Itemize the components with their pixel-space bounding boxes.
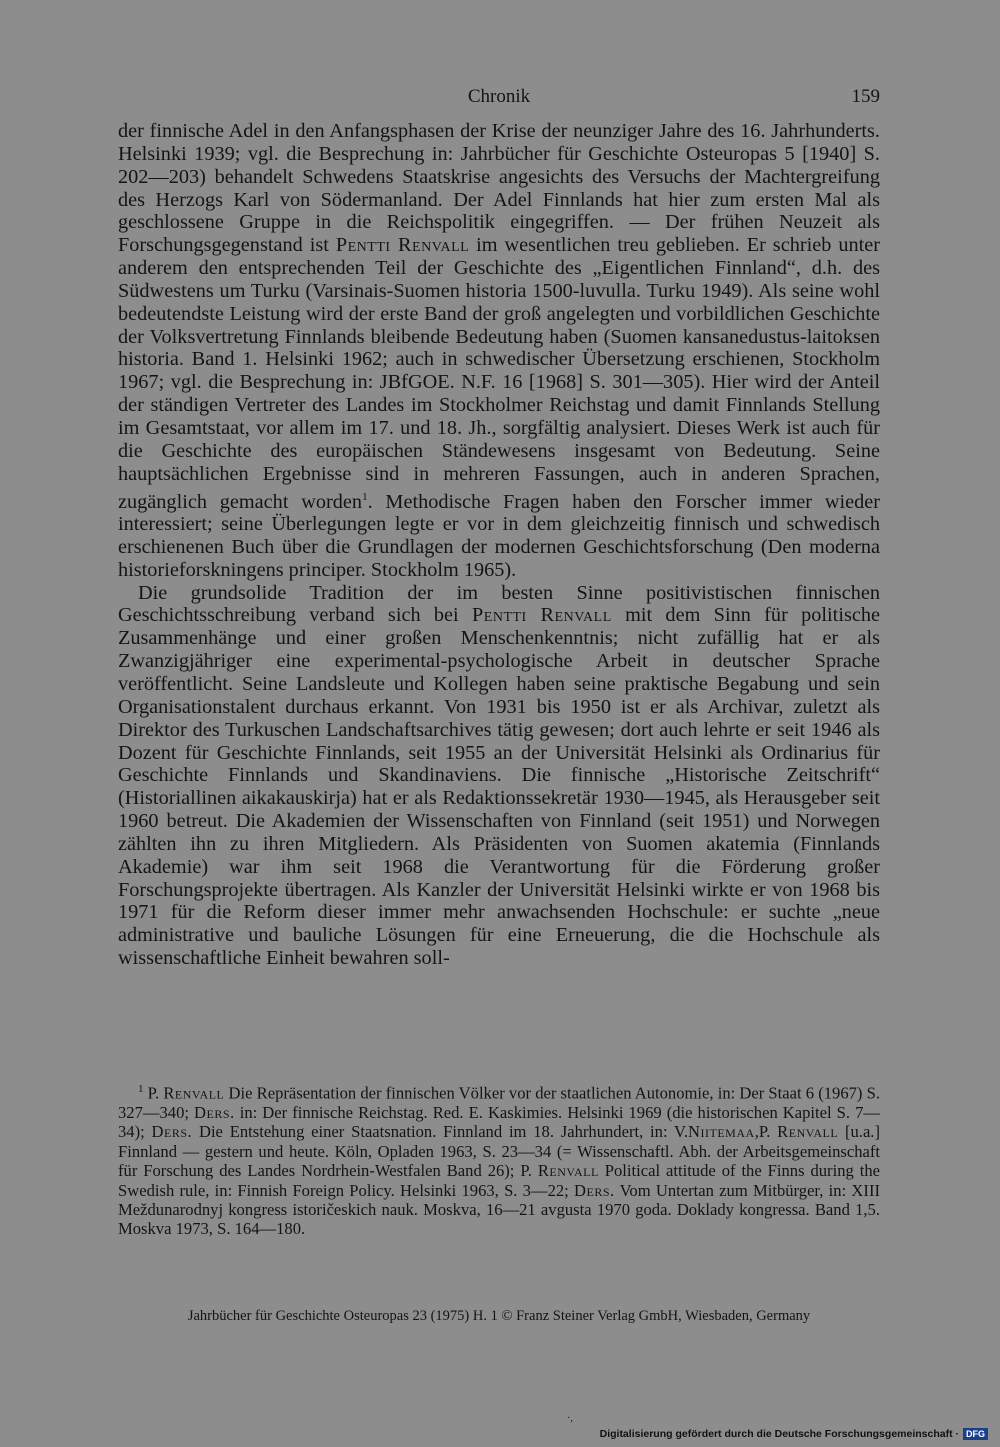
footnote-number: 1 [138, 1083, 144, 1095]
page-number: 159 [851, 86, 880, 107]
running-title: Chronik [467, 86, 531, 107]
author-name: Renvall [537, 1161, 599, 1181]
paragraph-1 [118, 120, 880, 582]
author-name: Pentti Renvall [335, 234, 470, 257]
text-run: Vom Untertan zum Mitbürger, in: XIII Meždunarodnyj kongress istoričeskich nauk. Moskva, 16—21 avgusta 1970 goda. Doklady kongressa. Band 1,5. Moskva 1973, S. 164—180. [118, 1180, 880, 1239]
ders-abbrev: Ders. [574, 1180, 615, 1200]
body-text [118, 120, 880, 970]
footnote-1 [118, 1080, 880, 1239]
text-run: im wesentlichen treu geblieben. Er schrieb unter anderem den entsprechenden Teil der Geschichte des „Eigentlichen Finnland“, d.h. des Südwestens um Turku (Varsinais-Suomen historia 1500-luvulla. Turku 1949). Als seine wohl bedeutendste Leistung wird der erste Band der groß angelegten und vorbildlichen Geschichte der Volksvertretung Finnlands bleibende Bedeutung haben (Suomen kansanedustus-laitoksen historia. Band 1. Helsinki 1962; auch in schwedischer Übersetzung erschienen, Stockholm 1967; vgl. die Besprechung in: JBfGOE. N.F. 16 [1968] S. 301—305). Hier wird der Anteil der ständigen Vertreter des Landes im Stockholmer Reichstag und damit Finnlands Stellung im Gesamtstaat, vor allem im 17. und 18. Jh., sorgfältig analysiert. Dieses Werk ist auch für die Geschichte des europäischen Ständewesens insgesamt von Bedeutung. Seine hauptsächlichen Ergebnisse sind in mehreren Fassungen, auch in anderen Sprachen, zugänglich gemacht worden [118, 234, 881, 513]
dfg-credit [600, 1428, 988, 1440]
text-run: in: Der finnische Reichstag. Red. E. Kaskimies. Helsinki 1969 (die historischen Kapitel S. 7—34); [118, 1102, 880, 1142]
author-name: Pentti Renvall [472, 604, 612, 627]
paragraph-2 [118, 582, 880, 970]
dfg-logo: DFG [963, 1428, 988, 1440]
text-run: . Methodische Fragen haben den Forscher immer wieder interessiert; seine Überlegungen legte er vor in dem gleichzeitig finnisch und schwedisch erschienenen Buch über die Grundlagen der modernen Geschichtsforschung (Den moderna historieforskningens principer. Stockholm 1965). [118, 490, 881, 581]
text-run: Political attitude of the Finns during the Swedish rule, in: Finnish Foreign Policy. Helsinki 1963, S. 3—22; [118, 1161, 880, 1200]
scan-mark: ·, [567, 1413, 573, 1424]
text-run: ,P. [754, 1122, 778, 1142]
dfg-credit-text: Digitalisierung gefördert durch die Deutsche Forschungsgemeinschaft · [599, 1428, 959, 1440]
ders-abbrev: Ders. [194, 1102, 235, 1122]
text-run: der finnische Adel in den Anfangsphasen der Krise der neunziger Jahre des 16. Jahrhunderts. Helsinki 1939; vgl. die Besprechung in: Jahrbücher für Geschichte Osteuropas 5 [1940] S. 202—203) behandelt Schwedens Staatskrise angesichts des Versuchs der Machtergreifung des Herzogs Karl von Södermanland. Der Adel Finnlands hat hier zum ersten Mal als geschlossene Gruppe in die Reichspolitik eingegriffen. — Der frühen Neuzeit als Forschungsgegenstand ist [118, 120, 880, 257]
footnote-reference: 1 [362, 490, 368, 503]
author-name: Renvall [163, 1083, 225, 1103]
text-run: P. [143, 1083, 164, 1103]
author-name: Niitemaa [688, 1122, 755, 1142]
colophon: Jahrbücher für Geschichte Osteuropas 23 (1975) H. 1 © Franz Steiner Verlag GmbH, Wiesbaden, Germany [187, 1308, 811, 1324]
text-run: Die Entstehung einer Staatsnation. Finnland im 18. Jahrhundert, in: V. [192, 1122, 689, 1142]
ders-abbrev: Ders. [151, 1122, 193, 1142]
footnotes [118, 1080, 880, 1239]
text-run: mit dem Sinn für politische Zusammenhänge und einer großen Menschenkenntnis; nicht zufällig hat er als Zwanzigjähriger eine experimental-psychologische Arbeit in deutscher Sprache veröffentlicht. Seine Landsleute und Kollegen haben seine praktische Begabung und sein Organisationstalent durchaus erkannt. Von 1931 bis 1950 ist er als Archivar, zuletzt als Direktor des Turkuschen Landschaftsarchives tätig gewesen; dort auch lehrte er seit 1946 als Dozent für Geschichte Finnlands, seit 1955 an der Universität Helsinki als Ordinarius für Geschichte Finnlands und Skandinaviens. Die finnische „Historische Zeitschrift“ (Historiallinen aikakauskirja) hat er als Redaktionssekretär 1930—1945, als Herausgeber seit 1960 betreut. Die Akademien der Wissenschaften von Finnland (seit 1951) und Norwegen zählten ihn zu ihren Mitgliedern. Als Präsidenten von Suomen akatemia (Finnlands Akademie) war ihm seit 1968 die Verantwortung für die Förderung großer Forschungsprojekte übertragen. Als Kanzler der Universität Helsinki wirkte er von 1968 bis 1971 für die Reform dieser immer mehr anwachsenden Hochschule: er suchte „neue administrative und bauliche Lösungen für eine Erneuerung, die die Hochschule als wissenschaftliche Einheit bewahren soll- [118, 604, 880, 970]
author-name: Renvall [777, 1122, 839, 1142]
text-run: Die Repräsentation der finnischen Völker vor der staatlichen Autonomie, in: Der Staat 6 (1967) S. 327—340; [118, 1083, 880, 1122]
text-run: [u.a.] Finnland — gestern und heute. Köln, Opladen 1963, S. 23—34 (= Wissenschaftl. Abh. der Arbeitsgemeinschaft für Forschung des Landes Nordrhein-Westfalen Band 26); P. [118, 1122, 880, 1181]
text-run: Die grundsolide Tradition der im besten Sinne positivistischen finnischen Geschichtsschreibung verband sich bei [118, 581, 880, 627]
page-header [118, 86, 880, 112]
